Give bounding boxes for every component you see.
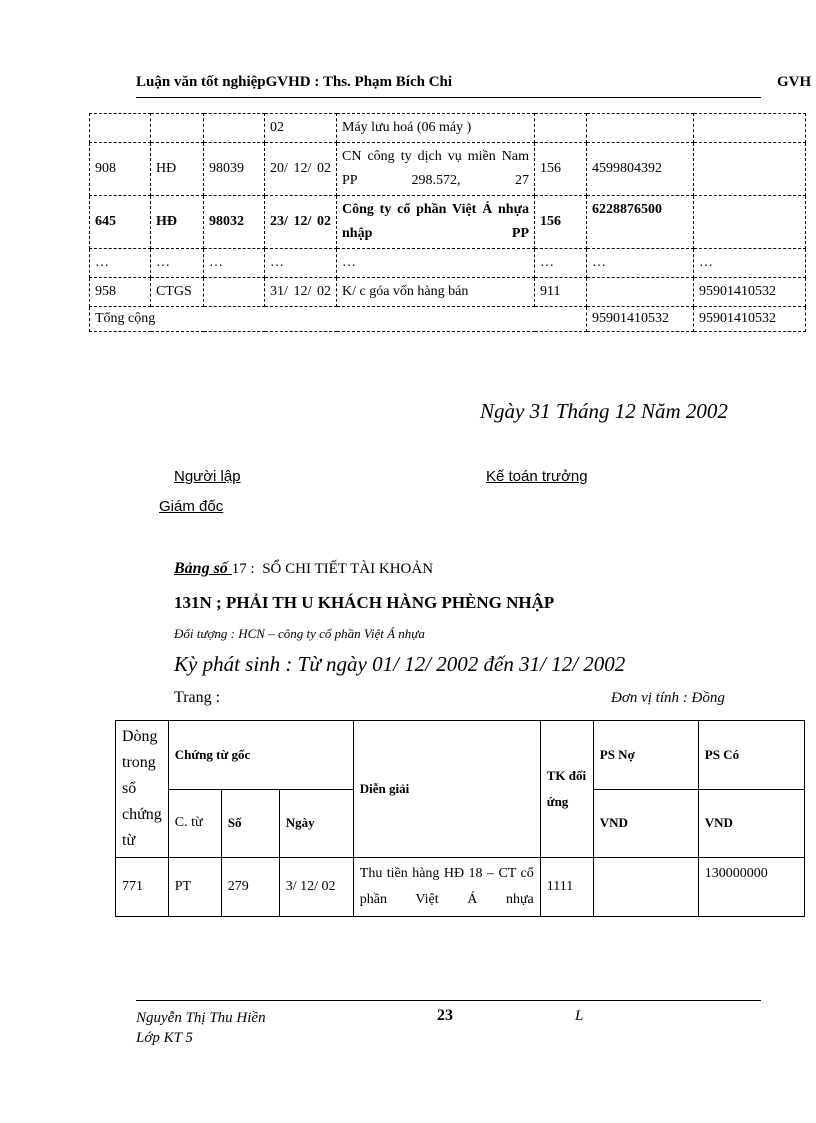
cell: … bbox=[90, 249, 151, 278]
header-rule bbox=[136, 97, 761, 98]
header-description: Diễn giải bbox=[353, 721, 540, 858]
cell: … bbox=[151, 249, 204, 278]
cell: Máy lưu hoá (06 máy ) bbox=[337, 114, 535, 143]
cell: … bbox=[694, 249, 806, 278]
cell: 279 bbox=[221, 858, 279, 917]
author-name: Nguyễn Thị Thu Hiền bbox=[136, 1010, 266, 1026]
cell: 02 bbox=[265, 114, 337, 143]
table-row bbox=[90, 143, 806, 196]
cell: 23/ 12/ 02 bbox=[265, 196, 337, 249]
cell: 98039 bbox=[204, 143, 265, 196]
journal-table bbox=[89, 113, 806, 332]
cell: Thu tiền hàng HĐ 18 – CT cổ phần Việt Á nhựa bbox=[353, 858, 540, 917]
cell bbox=[535, 114, 587, 143]
total-credit: 95901410532 bbox=[694, 307, 806, 332]
header-vnd-co: VND bbox=[698, 789, 804, 858]
cell: 31/ 12/ 02 bbox=[265, 278, 337, 307]
table-number-suffix: : bbox=[246, 561, 255, 577]
cell: HĐ bbox=[151, 143, 204, 196]
table-row bbox=[90, 278, 806, 307]
cell: HĐ bbox=[151, 196, 204, 249]
table-title: SỔ CHI TIẾT TÀI KHOẢN bbox=[262, 561, 434, 577]
table-number: 17 bbox=[231, 561, 247, 577]
running-header-right: GVH bbox=[777, 74, 812, 90]
cell: … bbox=[204, 249, 265, 278]
subject-line: Đối tượng : HCN – công ty cổ phần Việt Á nhựa bbox=[174, 626, 425, 641]
cell: CTGS bbox=[151, 278, 204, 307]
cell: … bbox=[337, 249, 535, 278]
cell: K/ c góa vốn hàng bán bbox=[337, 278, 535, 307]
table-row bbox=[90, 114, 806, 143]
cell bbox=[694, 196, 806, 249]
header-source-docs: Chứng từ gốc bbox=[168, 721, 353, 790]
cell bbox=[151, 114, 204, 143]
signature-preparer: Người lập bbox=[174, 468, 241, 485]
cell: 95901410532 bbox=[694, 278, 806, 307]
cell: CN công ty dịch vụ miền Nam PP 298.572, 27 bbox=[337, 143, 535, 196]
cell bbox=[593, 858, 698, 917]
cell bbox=[694, 143, 806, 196]
header-counter-account: TK đối ứng bbox=[540, 721, 593, 858]
cell: 1111 bbox=[540, 858, 593, 917]
header-vnd-no: VND bbox=[593, 789, 698, 858]
header-line: Dòng trong sổ chứng từ bbox=[116, 721, 169, 858]
cell: 645 bbox=[90, 196, 151, 249]
cell: … bbox=[265, 249, 337, 278]
footer-rule bbox=[136, 1000, 761, 1001]
header-ps-co: PS Có bbox=[698, 721, 804, 790]
cell: 6228876500 bbox=[587, 196, 694, 249]
cell: … bbox=[587, 249, 694, 278]
header-doc-type: C. từ bbox=[168, 789, 221, 858]
header-number: Số bbox=[221, 789, 279, 858]
page-number: 23 bbox=[437, 1007, 453, 1024]
ledger-table bbox=[115, 720, 805, 917]
cell: 20/ 12/ 02 bbox=[265, 143, 337, 196]
author-class: Lớp KT 5 bbox=[136, 1030, 193, 1046]
unit-label: Đơn vị tính : Đồng bbox=[611, 690, 725, 706]
cell: Công ty cổ phần Việt Á nhựa nhập PP bbox=[337, 196, 535, 249]
cell: 958 bbox=[90, 278, 151, 307]
footer-mark: L bbox=[575, 1008, 584, 1024]
cell: 4599804392 bbox=[587, 143, 694, 196]
date-line: Ngày 31 Tháng 12 Năm 2002 bbox=[480, 399, 728, 423]
cell bbox=[587, 114, 694, 143]
header-row bbox=[116, 721, 805, 790]
table-row bbox=[116, 858, 805, 917]
total-debit: 95901410532 bbox=[587, 307, 694, 332]
total-row bbox=[90, 307, 806, 332]
cell bbox=[204, 278, 265, 307]
cell: 771 bbox=[116, 858, 169, 917]
cell: … bbox=[535, 249, 587, 278]
page-label: Trang : bbox=[174, 689, 221, 706]
table-row bbox=[90, 249, 806, 278]
signature-director: Giám đốc bbox=[159, 498, 224, 515]
cell: 3/ 12/ 02 bbox=[279, 858, 353, 917]
total-label: Tổng cộng bbox=[90, 307, 587, 332]
cell bbox=[204, 114, 265, 143]
table-number-label: Bảng số bbox=[174, 560, 232, 577]
cell bbox=[90, 114, 151, 143]
period-line: Kỳ phát sinh : Từ ngày 01/ 12/ 2002 đến 31/ 12/ 2002 bbox=[174, 652, 626, 676]
cell: PT bbox=[168, 858, 221, 917]
header-ps-no: PS Nợ bbox=[593, 721, 698, 790]
table-row bbox=[90, 196, 806, 249]
footer-author bbox=[136, 1008, 266, 1048]
cell: 156 bbox=[535, 143, 587, 196]
header-date: Ngày bbox=[279, 789, 353, 858]
running-header-title: Luận văn tốt nghiệpGVHD : Ths. Phạm Bích Chi bbox=[136, 74, 453, 90]
signature-chief-accountant: Kế toán trưởng bbox=[486, 468, 588, 485]
cell: 98032 bbox=[204, 196, 265, 249]
account-title: 131N ; PHẢI TH U KHÁCH HÀNG PHÈNG NHẬP bbox=[174, 593, 555, 612]
cell: 156 bbox=[535, 196, 587, 249]
table-caption bbox=[174, 560, 433, 578]
cell: 908 bbox=[90, 143, 151, 196]
cell: 911 bbox=[535, 278, 587, 307]
cell bbox=[694, 114, 806, 143]
cell bbox=[587, 278, 694, 307]
cell: 130000000 bbox=[698, 858, 804, 917]
